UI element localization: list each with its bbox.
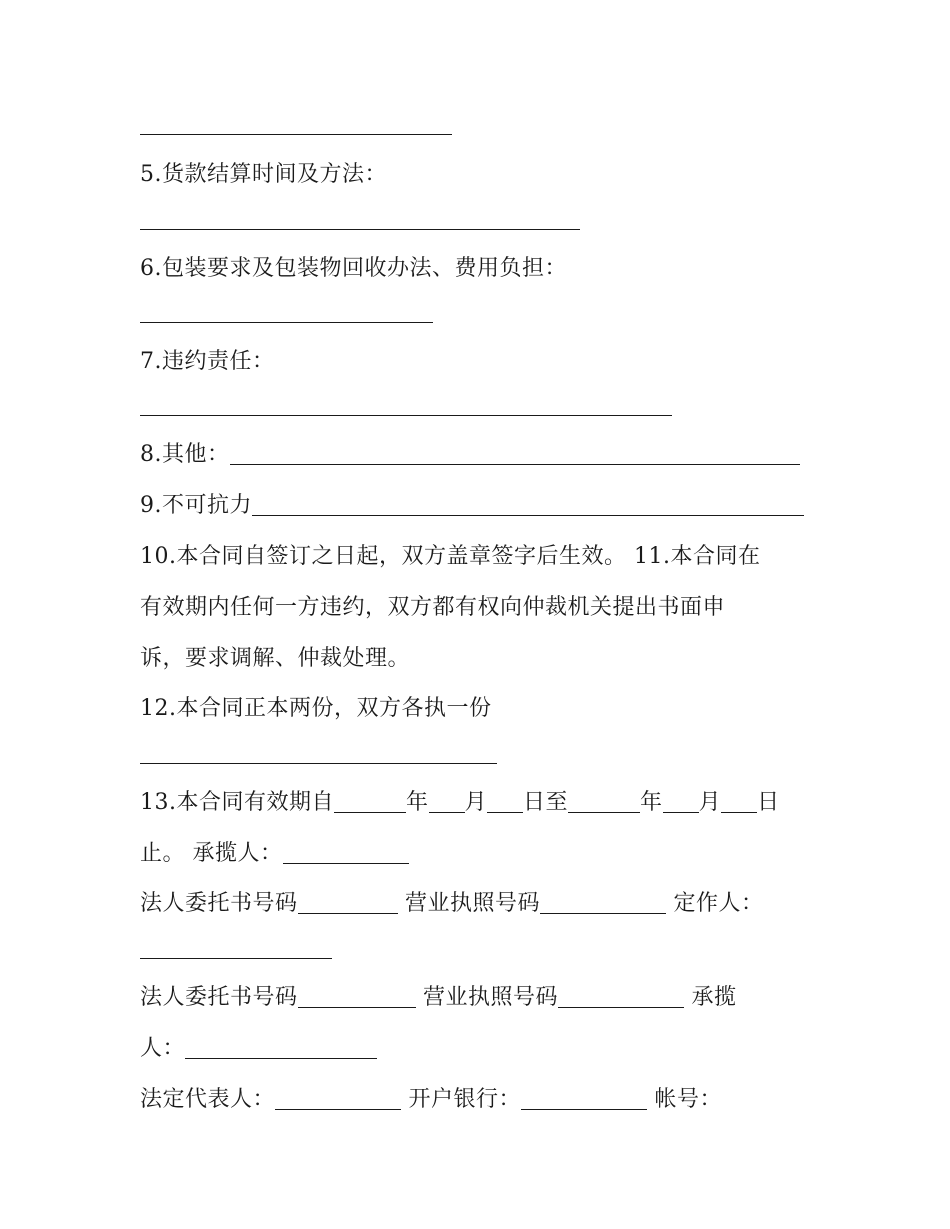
item-9-force-majeure [140,491,804,521]
poa-number-label-1: 法人委托书号码 [140,891,298,916]
item-13-validity [140,788,780,818]
item-12-copies: 12.本合同正本两份，双方各执一份 [140,696,492,721]
orderer-credentials-line [140,889,764,919]
item-8-blank[interactable] [230,442,800,465]
contractor-blank-2[interactable] [185,1036,377,1059]
end-year-blank[interactable] [568,790,640,813]
contractor-credentials-line [140,983,737,1013]
license-number-label-2: 营业执照号码 [423,985,559,1010]
item-7-liability: 7.违约责任： [140,349,275,374]
poa-number-blank-2[interactable] [298,985,416,1008]
start-day-blank[interactable] [487,790,523,813]
account-label: 帐号： [654,1087,723,1112]
orderer-label: 定作人： [673,891,764,916]
end-month-blank[interactable] [663,790,699,813]
poa-number-blank-1[interactable] [298,891,398,914]
bank-blank[interactable] [521,1087,647,1110]
blank-line-item12[interactable] [140,763,497,764]
item-10-line-3: 诉，要求调解、仲裁处理。 [140,646,411,671]
item-8-label: 8.其他： [140,442,230,467]
legal-rep-blank[interactable] [275,1087,401,1110]
stop-contractor-label: 止。 承揽人： [140,841,283,866]
blank-line-orderer[interactable] [140,958,332,959]
item-5-payment-terms: 5.货款结算时间及方法： [140,162,387,187]
legal-rep-line [140,1085,722,1115]
contractor-line-2 [140,1034,377,1064]
license-number-label-1: 营业执照号码 [405,891,541,916]
start-month-blank[interactable] [429,790,465,813]
day-end-label: 日 [757,790,780,815]
item-8-other [140,440,800,470]
legal-rep-label: 法定代表人： [140,1087,276,1112]
license-number-blank-2[interactable] [558,985,684,1008]
poa-number-label-2: 法人委托书号码 [140,985,298,1010]
day-to-label: 日至 [523,790,569,815]
blank-line-item5[interactable] [140,229,580,230]
contractor-label-part2: 人： [140,1036,186,1061]
item-9-label: 9.不可抗力 [140,493,252,518]
blank-line-item7[interactable] [140,415,672,416]
contractor-label-part1: 承揽 [691,985,737,1010]
bank-label: 开户银行： [408,1087,522,1112]
item-10-line-2: 有效期内任何一方违约，双方都有权向仲裁机关提出书面申 [140,595,726,620]
start-year-blank[interactable] [334,790,406,813]
month-label-1: 月 [464,790,488,815]
year-label-1: 年 [406,790,429,815]
item-6-packaging: 6.包装要求及包装物回收办法、费用负担： [140,256,567,281]
contractor-line [140,839,409,869]
contractor-blank[interactable] [283,841,409,864]
license-number-blank-1[interactable] [540,891,666,914]
month-label-2: 月 [698,790,722,815]
blank-line-item6[interactable] [140,322,433,323]
end-day-blank[interactable] [721,790,757,813]
item-10-line-1: 10.本合同自签订之日起，双方盖章签字后生效。 11.本合同在 [140,544,761,569]
item-9-blank[interactable] [252,493,804,516]
blank-line-top[interactable] [140,134,452,135]
year-label-2: 年 [640,790,663,815]
item-13-label: 13.本合同有效期自 [140,790,334,815]
